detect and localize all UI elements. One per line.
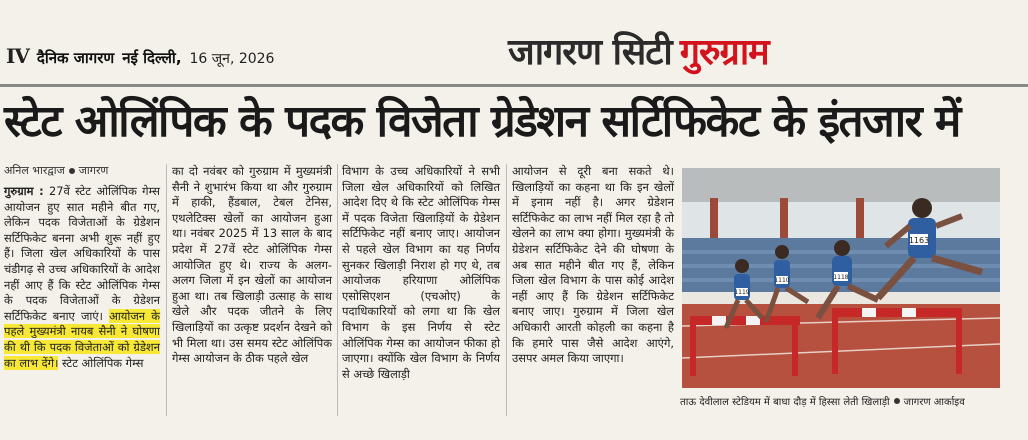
dateline-date: 16 जून, 2026 xyxy=(189,51,275,67)
headline: स्टेट ओलिंपिक के पदक विजेता ग्रेडेशन सर्टिफिकेट के इंतजार में xyxy=(4,96,960,147)
hurdles-race-photo xyxy=(682,168,1000,388)
article-text: 27वें स्टेट ओलिंपिक गेम्स आयोजन हुए सात महीने बीत गए, लेकिन पदक विजेताओं के ग्रेडेशन सर्टिफिकेट बनना अभी शुरू नहीं हुए हैं। जिला खेल अधिकारियों के पास चंडीगढ़ से उच्च अधिकारियों के आदेश नहीं आए हैं कि स्टेट ओलिंपिक गेम्स के पदक विजेताओं के ग्रेडेशन सर्टिफिकेट बनाए जाएं। xyxy=(4,184,160,323)
article-paragraph: का दो नवंबर को गुरुग्राम में मुख्यमंत्री सैनी ने शुभारंभ किया था और गुरुग्राम में हाकी, हैंडबाल, टेबल टेनिस, एथलेटिक्स खेलों का आयोजन हुआ था। नवंबर 2025 में 13 साल के बाद प्रदेश में 27वें स्टेट ओलिंपिक गेम्स आयोजित हुए थे। राज्य के अलग-अलग जिला में इन खेलों का आयोजन हुआ था। तब खिलाड़ी उत्साह के साथ खेले और पदक जीतने के लिए खिलाड़ियों का उत्कृष्ट प्रदर्शन देखने को भी मिला था। उस समय स्टेट ओलिंपिक गेम्स आयोजन के ठीक पहले खेल xyxy=(172,164,332,366)
page-number: IV xyxy=(6,44,29,68)
article-paragraph: विभाग के उच्च अधिकारियों ने सभी जिला खेल अधिकारियों को लिखित आदेश दिए थे कि स्टेट ओलिंपिक गेम्स में पदक विजेता खिलाड़ियों के ग्रेडेशन सर्टिफिकेट नहीं बनाए जाए। आयोजन से पहले खेल विभाग का यह निर्णय सुनकर खिलाड़ी निराश हो गए थे, तब आयोजक हरियाणा ओलिंपिक एसोसिएशन (एचओए) के पदाधिकारियों को लगा था कि खेल विभाग के इस निर्णय से स्टेट ओलिंपिक गेम्स का आयोजन फीका हो जाएगा। क्योंकि खेल विभाग के निर्णय से अच्छे खिलाड़ी xyxy=(342,164,500,381)
bib-number: 1163 xyxy=(908,236,930,245)
column-divider xyxy=(506,164,507,416)
byline xyxy=(4,163,108,178)
highlighted-text: आयोजन के पहले मुख्यमंत्री नायब सैनी ने घोषणा की थी कि पदक विजेताओं को ग्रेडेशन का लाभ देंगे। xyxy=(4,308,161,370)
article-column-1 xyxy=(4,184,160,371)
paper-name: दैनिक जागरण xyxy=(36,49,115,67)
masthead xyxy=(0,0,1028,82)
column-divider xyxy=(166,164,167,416)
article-text: स्टेट ओलिंपिक गेम्स xyxy=(58,355,144,370)
stadium-wall xyxy=(682,292,1000,306)
dateline-lead: गुरुग्राम : xyxy=(4,184,44,198)
masthead-left xyxy=(6,44,274,68)
bib-number: 1110 xyxy=(774,277,790,284)
article-paragraph: आयोजन से दूरी बना सकते थे। खिलाड़ियों का कहना था कि इन खेलों में इनाम नहीं है। अगर ग्रेडेशन सर्टिफिकेट का लाभ नहीं मिल रहा है तो खेलने का लाभ क्या होगा। मुख्यमंत्री के ग्रेडेशन सर्टिफिकेट देने की घोषणा के अब सात महीने बीत गए हैं, लेकिन जिला खेल विभाग के पास कोई आदेश नहीं आए हैं कि ग्रेडेशन सर्टिफिकेट बनाए जाए। गुरुग्राम में जिला खेल अधिकारी आरती कोहली का कहना है कि हमारे पास जैसे आदेश आएंगे, उसपर अमल किया जाएगा। xyxy=(512,164,674,366)
photo-credit: जागरण आर्काइव xyxy=(903,397,965,408)
article-paragraph xyxy=(4,184,160,371)
bib-number: 1118 xyxy=(833,274,849,281)
section-brand xyxy=(508,26,769,75)
masthead-rule xyxy=(0,84,1028,87)
dateline-city: नई दिल्ली, xyxy=(122,49,182,67)
news-photo xyxy=(682,168,1000,388)
caption-text: ताऊ देवीलाल स्टेडियम में बाधा दौड़ में हिस्सा लेती खिलाड़ी xyxy=(680,397,890,408)
article-column-2 xyxy=(172,164,332,367)
brand-name: जागरण सिटी xyxy=(508,32,672,73)
bib-number: 1119 xyxy=(734,289,750,296)
byline-source: जागरण xyxy=(78,164,109,177)
bullet-icon xyxy=(69,168,75,174)
stadium-roof xyxy=(682,168,1000,202)
article-column-3 xyxy=(342,164,500,382)
article-column-4 xyxy=(512,164,674,367)
column-divider xyxy=(337,164,338,416)
photo-caption xyxy=(680,394,1020,408)
bullet-icon xyxy=(894,398,900,404)
byline-author: अनिल भारद्वाज xyxy=(4,164,65,177)
edition-name: गुरुग्राम xyxy=(679,32,769,73)
